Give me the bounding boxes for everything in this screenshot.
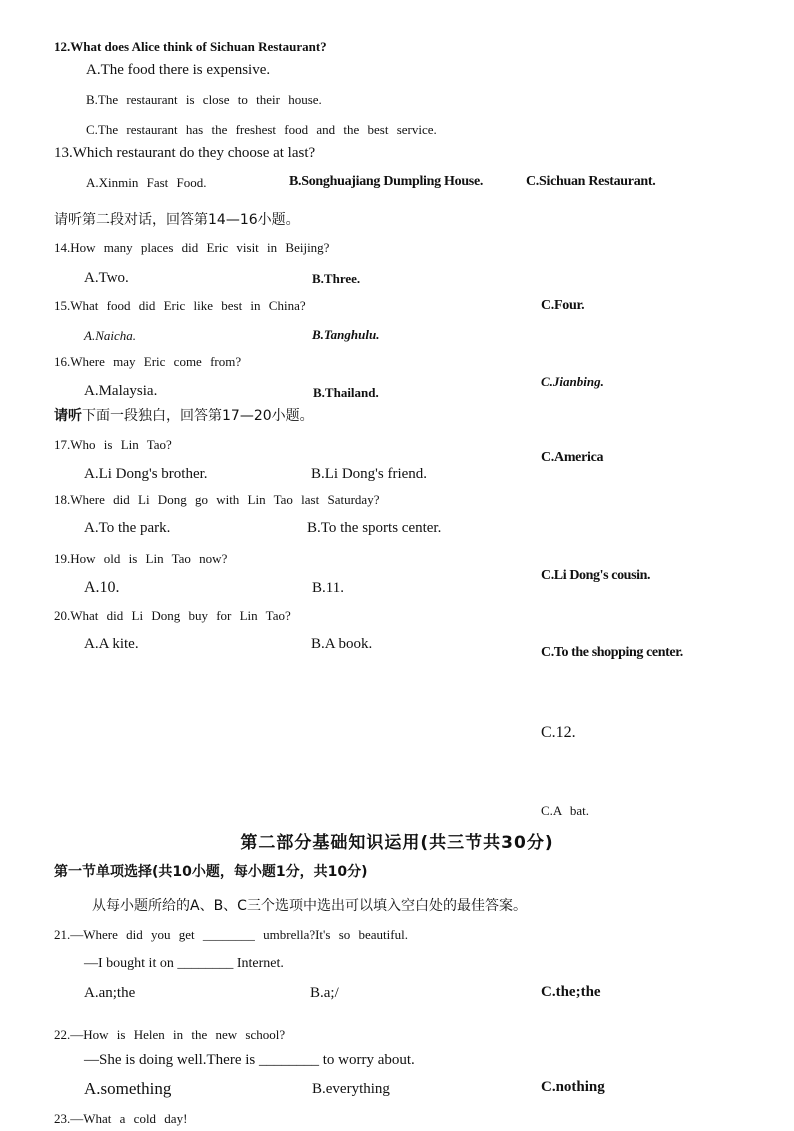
q18-option-b: B.To the sports center. — [307, 520, 442, 536]
section1-instruction: 从每小题所给的A、B、C三个选项中选出可以填入空白处的最佳答案。 — [92, 898, 527, 914]
q20-stem: 20.What did Li Dong buy for Lin Tao? — [54, 608, 291, 623]
q20-option-c: C.A bat. — [541, 803, 589, 818]
q20-option-b: B.A book. — [311, 636, 373, 652]
section1-title: 第一节单项选择(共10小题，每小题1分，共10分) — [54, 864, 368, 880]
q15-stem: 15.What food did Eric like best in China? — [54, 298, 306, 313]
q12-option-c: C.The restaurant has the freshest food and the best service. — [86, 122, 437, 137]
q13-option-a: A.Xinmin Fast Food. — [86, 175, 207, 190]
q18-option-c: C.To the shopping center. — [541, 645, 683, 660]
section3-instruction — [54, 409, 314, 423]
q13-option-b: B.Songhuajiang Dumpling House. — [289, 174, 484, 189]
q15-option-a: A.Naicha. — [84, 328, 136, 343]
q12-option-b: B.The restaurant is close to their house. — [86, 92, 322, 107]
q18-stem: 18.Where did Li Dong go with Lin Tao last Saturday? — [54, 492, 380, 507]
section2-instruction: 请听第二段对话，回答第14—16小题。 — [54, 212, 300, 228]
q13-option-c: C.Sichuan Restaurant. — [526, 174, 656, 189]
q18-option-a: A.To the park. — [84, 520, 171, 536]
q23-line1: 23.—What a cold day! — [54, 1111, 188, 1126]
q14-stem: 14.How many places did Eric visit in Beijing? — [54, 240, 330, 255]
q15-option-c: C.Jianbing. — [541, 374, 604, 389]
q21-line1: 21.—Where did you get ________ umbrella?It's so beautiful. — [54, 927, 408, 942]
q19-option-b: B.11. — [312, 580, 344, 596]
section3-instruction-rest: 下面一段独白，回答第17—20小题。 — [82, 408, 314, 424]
q22-option-c: C.nothing — [541, 1079, 605, 1095]
q22-option-b: B.everything — [312, 1081, 390, 1097]
q14-option-c: C.Four. — [541, 298, 585, 313]
q22-option-a: A.something — [84, 1079, 172, 1098]
q12-option-a: A.The food there is expensive. — [86, 62, 271, 78]
q16-option-c: C.America — [541, 450, 604, 465]
q21-option-b: B.a;/ — [310, 985, 339, 1001]
q16-option-b: B.Thailand. — [313, 385, 379, 400]
q22-line2: —She is doing well.There is ________ to worry about. — [84, 1052, 415, 1068]
q17-option-a: A.Li Dong's brother. — [84, 466, 208, 482]
q19-option-a: A.10. — [84, 579, 120, 596]
q21-line2: —I bought it on ________ Internet. — [84, 956, 284, 971]
q21-option-c: C.the;the — [541, 984, 601, 1000]
q16-option-a: A.Malaysia. — [84, 383, 158, 399]
q15-option-b: B.Tanghulu. — [312, 327, 380, 342]
q13-stem: 13.Which restaurant do they choose at last? — [54, 145, 316, 161]
q17-stem: 17.Who is Lin Tao? — [54, 437, 172, 452]
q12-stem: 12.What does Alice think of Sichuan Restaurant? — [54, 39, 327, 54]
q14-option-b: B.Three. — [312, 271, 361, 286]
q17-option-c: C.Li Dong's cousin. — [541, 568, 651, 583]
q14-option-a: A.Two. — [84, 270, 129, 286]
q22-line1: 22.—How is Helen in the new school? — [54, 1027, 286, 1042]
q19-option-c: C.12. — [541, 724, 576, 741]
q17-option-b: B.Li Dong's friend. — [311, 466, 428, 482]
q21-option-a: A.an;the — [84, 985, 136, 1001]
part2-title: 第二部分基础知识运用(共三节共30分) — [240, 833, 554, 853]
q19-stem: 19.How old is Lin Tao now? — [54, 551, 228, 566]
q20-option-a: A.A kite. — [84, 636, 139, 652]
q16-stem: 16.Where may Eric come from? — [54, 354, 242, 369]
section3-instruction-bold: 请听 — [54, 408, 82, 424]
